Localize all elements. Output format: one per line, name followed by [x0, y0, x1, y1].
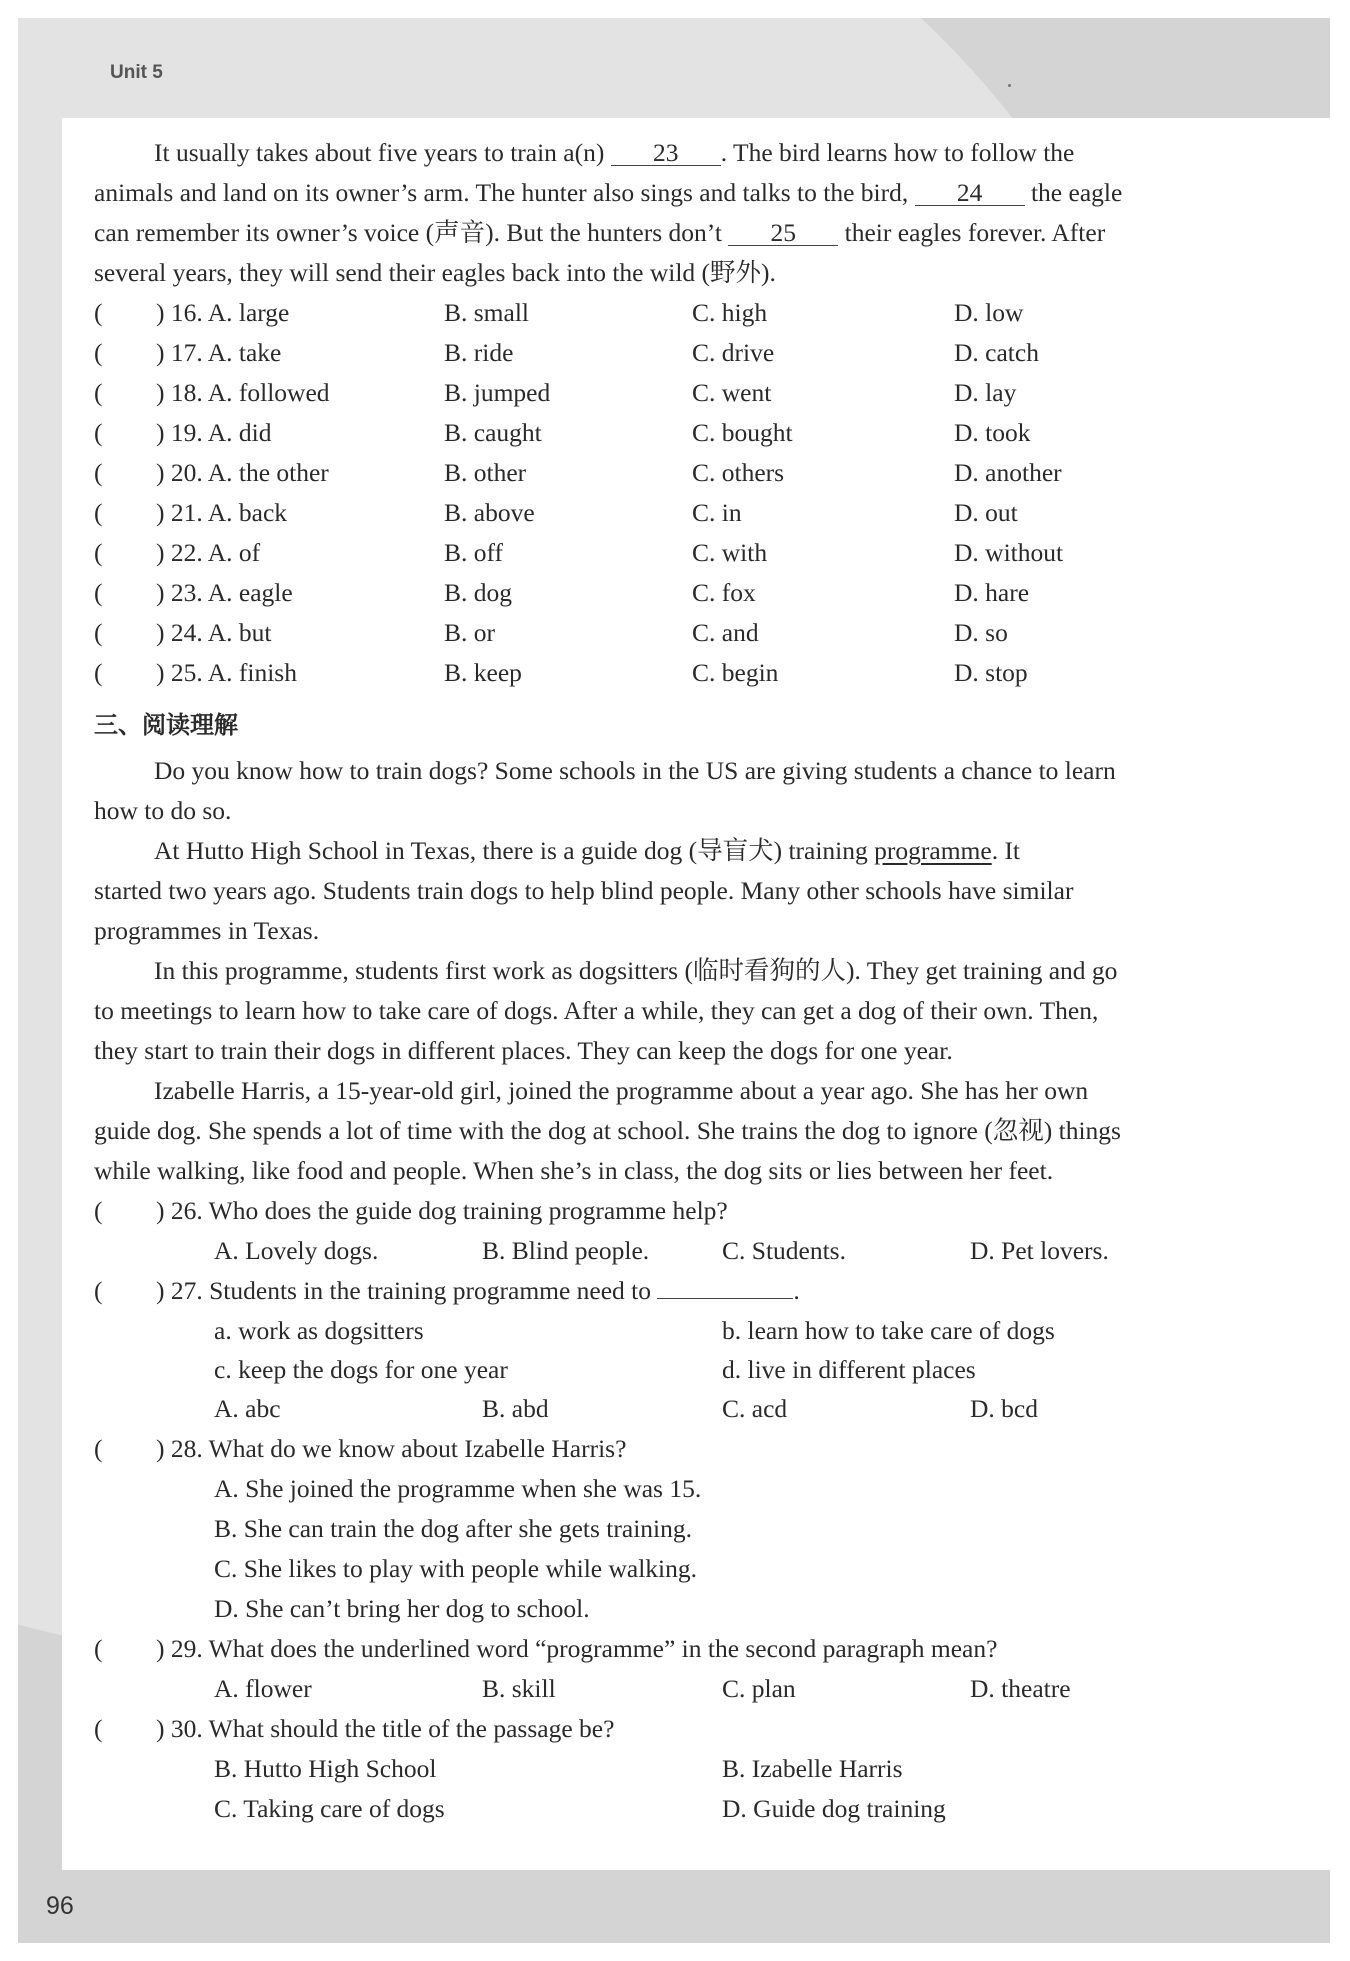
answer-paren[interactable]: (: [94, 298, 103, 327]
cloze-option-d-16: D. low: [954, 298, 1024, 327]
cloze-question-16: ) 16. A. large: [156, 298, 290, 327]
q29-option-a: A. flower: [214, 1674, 312, 1703]
cloze-option-d-19: D. took: [954, 418, 1031, 447]
cloze-option-b-20: B. other: [444, 458, 527, 487]
cloze-question-21: ) 21. A. back: [156, 498, 288, 527]
cloze-option-c-23: C. fox: [692, 578, 756, 607]
blank-23: 23: [611, 141, 721, 166]
reading-p2-line1: At Hutto High School in Texas, there is a guide dog (导盲犬) training programme. It: [154, 836, 1021, 865]
cloze-option-d-21: D. out: [954, 498, 1018, 527]
cloze-question-25: ) 25. A. finish: [156, 658, 297, 687]
cloze-option-d-25: D. stop: [954, 658, 1028, 687]
blank-25: 25: [728, 221, 838, 246]
cloze-option-b-24: B. or: [444, 618, 495, 647]
cloze-option-d-22: D. without: [954, 538, 1064, 567]
q28-option-d: D. She can’t bring her dog to school.: [214, 1594, 590, 1623]
reading-p4-line2: guide dog. She spends a lot of time with the dog at school. She trains the dog to ignore (忽视) things: [94, 1116, 1121, 1145]
reading-p1-line2: how to do so.: [94, 796, 232, 825]
cloze-question-17: ) 17. A. take: [156, 338, 282, 367]
cloze-option-b-25: B. keep: [444, 658, 522, 687]
unit-label: Unit 5: [110, 62, 163, 83]
cloze-option-c-17: C. drive: [692, 338, 775, 367]
cloze-option-b-23: B. dog: [444, 578, 513, 607]
q28-option-b: B. She can train the dog after she gets training.: [214, 1514, 692, 1543]
cloze-question-24: ) 24. A. but: [156, 618, 272, 647]
reading-p1-line1: Do you know how to train dogs? Some schools in the US are giving students a chance to learn: [154, 756, 1116, 785]
cloze-option-c-21: C. in: [692, 498, 742, 527]
q27-statement-b: b. learn how to take care of dogs: [722, 1316, 1055, 1345]
answer-paren[interactable]: (: [94, 1434, 103, 1463]
cloze-option-b-22: B. off: [444, 538, 504, 567]
cloze-option-c-19: C. bought: [692, 418, 793, 447]
page-number: 96: [46, 1892, 74, 1920]
q28-stem: ) 28. What do we know about Izabelle Harris?: [156, 1434, 627, 1463]
q27-stem: ) 27. Students in the training programme need to .: [156, 1276, 800, 1305]
cloze-line-3: can remember its owner’s voice (声音). But the hunters don’t 25 their eagles forever. After: [94, 218, 1106, 247]
cloze-option-d-18: D. lay: [954, 378, 1017, 407]
answer-paren[interactable]: (: [94, 458, 103, 487]
q29-option-d: D. theatre: [970, 1674, 1071, 1703]
cloze-option-c-24: C. and: [692, 618, 759, 647]
answer-paren[interactable]: (: [94, 538, 103, 567]
cloze-option-c-18: C. went: [692, 378, 772, 407]
answer-paren[interactable]: (: [94, 1714, 103, 1743]
answer-paren[interactable]: (: [94, 578, 103, 607]
cloze-question-22: ) 22. A. of: [156, 538, 261, 567]
q30-option-b: B. Hutto High School: [214, 1754, 437, 1783]
q27-option-a: A. abc: [214, 1394, 281, 1423]
q26-stem: ) 26. Who does the guide dog training programme help?: [156, 1196, 728, 1225]
q30-option-b2: B. Izabelle Harris: [722, 1754, 903, 1783]
q26-option-b: B. Blind people.: [482, 1236, 650, 1265]
q27-option-d: D. bcd: [970, 1394, 1038, 1423]
cloze-option-b-16: B. small: [444, 298, 530, 327]
reading-p4-line3: while walking, like food and people. When she’s in class, the dog sits or lies between her feet.: [94, 1156, 1054, 1185]
q30-option-d: D. Guide dog training: [722, 1794, 946, 1823]
q29-stem: ) 29. What does the underlined word “programme” in the second paragraph mean?: [156, 1634, 998, 1663]
reading-p3-line3: they start to train their dogs in different places. They can keep the dogs for one year.: [94, 1036, 953, 1065]
cloze-line-4: several years, they will send their eagles back into the wild (野外).: [94, 258, 776, 287]
answer-paren[interactable]: (: [94, 498, 103, 527]
cloze-question-19: ) 19. A. did: [156, 418, 272, 447]
q30-option-c: C. Taking care of dogs: [214, 1794, 445, 1823]
cloze-option-d-24: D. so: [954, 618, 1008, 647]
cloze-line-1: It usually takes about five years to train a(n) 23 . The bird learns how to follow the: [154, 138, 1075, 167]
answer-paren[interactable]: (: [94, 338, 103, 367]
reading-p2-line2: started two years ago. Students train dogs to help blind people. Many other schools have similar: [94, 876, 1074, 905]
decorative-dot: [1008, 84, 1011, 87]
q27-statement-d: d. live in different places: [722, 1355, 976, 1384]
q27-statement-c: c. keep the dogs for one year: [214, 1355, 508, 1384]
q29-option-b: B. skill: [482, 1674, 556, 1703]
answer-paren[interactable]: (: [94, 418, 103, 447]
q26-option-d: D. Pet lovers.: [970, 1236, 1109, 1265]
cloze-option-c-16: C. high: [692, 298, 768, 327]
blank-24: 24: [915, 181, 1025, 206]
answer-paren[interactable]: (: [94, 378, 103, 407]
cloze-question-20: ) 20. A. the other: [156, 458, 329, 487]
answer-paren[interactable]: (: [94, 658, 103, 687]
reading-p4-line1: Izabelle Harris, a 15-year-old girl, joined the programme about a year ago. She has her own: [154, 1076, 1089, 1105]
answer-paren[interactable]: (: [94, 1634, 103, 1663]
cloze-option-c-20: C. others: [692, 458, 785, 487]
cloze-option-b-18: B. jumped: [444, 378, 551, 407]
cloze-option-d-23: D. hare: [954, 578, 1030, 607]
cloze-option-b-19: B. caught: [444, 418, 542, 447]
cloze-option-c-22: C. with: [692, 538, 768, 567]
underlined-word: programme: [874, 836, 992, 865]
q27-option-b: B. abd: [482, 1394, 549, 1423]
answer-paren[interactable]: (: [94, 1276, 103, 1305]
cloze-option-d-20: D. another: [954, 458, 1062, 487]
answer-paren[interactable]: (: [94, 618, 103, 647]
q26-option-a: A. Lovely dogs.: [214, 1236, 379, 1265]
reading-p2-line3: programmes in Texas.: [94, 916, 320, 945]
cloze-line-2: animals and land on its owner’s arm. The hunter also sings and talks to the bird, 24 the eagle: [94, 178, 1123, 207]
reading-p3-line1: In this programme, students first work as dogsitters (临时看狗的人). They get training and go: [154, 956, 1118, 985]
answer-paren[interactable]: (: [94, 1196, 103, 1225]
cloze-option-d-17: D. catch: [954, 338, 1039, 367]
cloze-question-23: ) 23. A. eagle: [156, 578, 293, 607]
q29-option-c: C. plan: [722, 1674, 796, 1703]
q27-statement-a: a. work as dogsitters: [214, 1316, 424, 1345]
cloze-question-18: ) 18. A. followed: [156, 378, 330, 407]
q27-option-c: C. acd: [722, 1394, 788, 1423]
q26-option-c: C. Students.: [722, 1236, 846, 1265]
cloze-option-b-17: B. ride: [444, 338, 514, 367]
section-heading: 三、阅读理解: [94, 711, 238, 739]
cloze-option-b-21: B. above: [444, 498, 535, 527]
q28-option-a: A. She joined the programme when she was 15.: [214, 1474, 702, 1503]
q30-stem: ) 30. What should the title of the passage be?: [156, 1714, 615, 1743]
cloze-option-c-25: C. begin: [692, 658, 779, 687]
reading-p3-line2: to meetings to learn how to take care of dogs. After a while, they can get a dog of their own. Then,: [94, 996, 1099, 1025]
q28-option-c: C. She likes to play with people while walking.: [214, 1554, 698, 1583]
